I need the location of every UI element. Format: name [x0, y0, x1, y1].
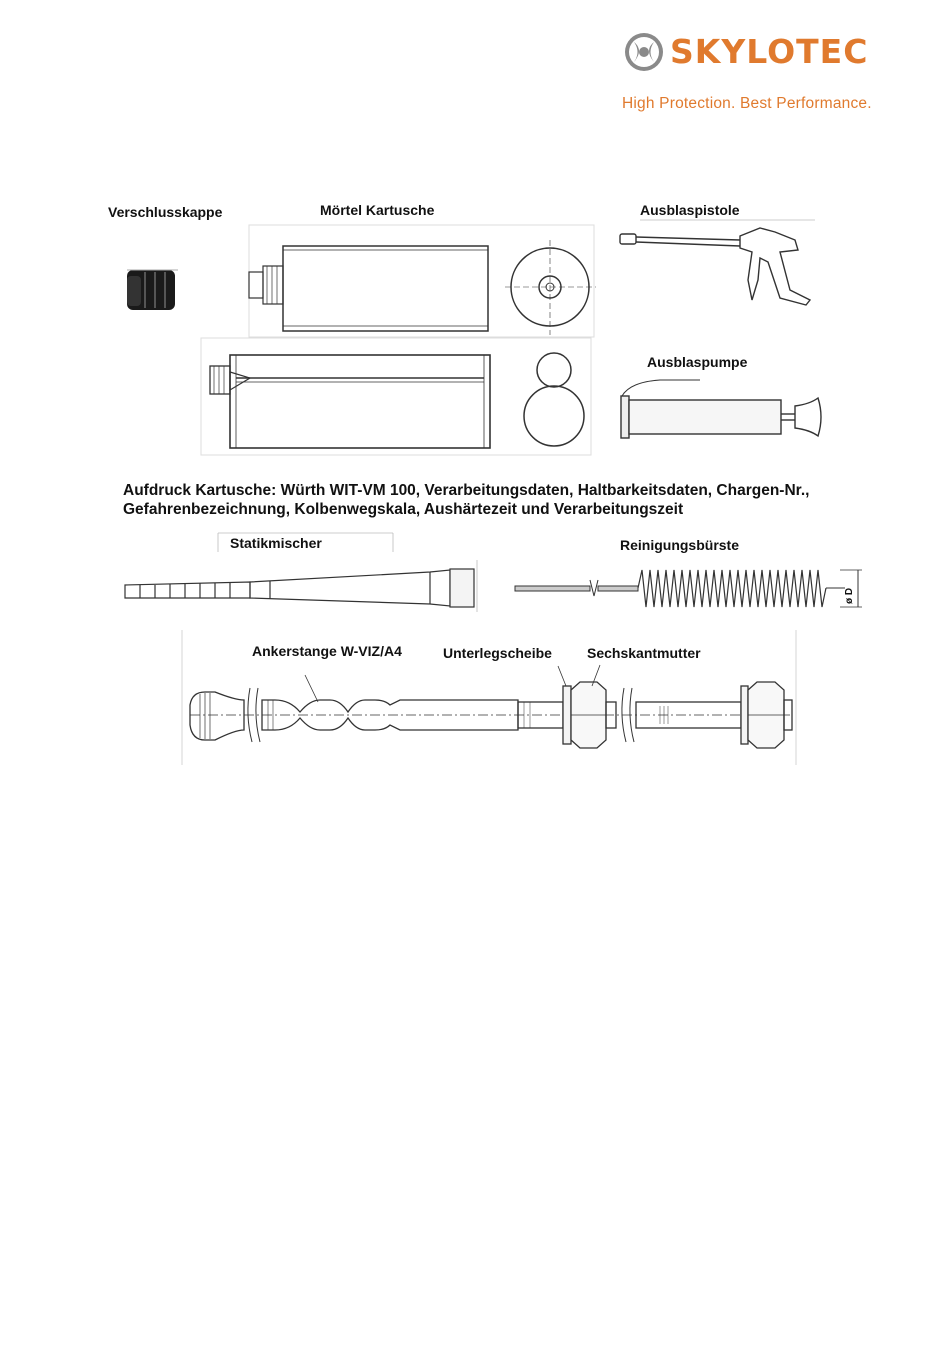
- label-reinigungsbuerste: Reinigungsbürste: [620, 537, 740, 553]
- brand-name: SKYLOTEC: [670, 32, 869, 71]
- reinigungsbuerste-drawing: [515, 570, 862, 607]
- kartusche-end-view: [505, 240, 596, 335]
- skylotec-logo-icon: [622, 30, 666, 74]
- label-statikmischer: Statikmischer: [230, 535, 322, 551]
- label-moertel-kartusche: Mörtel Kartusche: [320, 202, 435, 218]
- label-sechskantmutter: Sechskantmutter: [587, 645, 701, 661]
- ausblaspistole-drawing: [620, 220, 815, 305]
- kartusche-section: [201, 338, 591, 455]
- label-verschlusskappe: Verschlusskappe: [108, 204, 223, 220]
- note-line-1: Aufdruck Kartusche: Würth WIT-VM 100, Verarbeitungsdaten, Haltbarkeitsdaten, Chargen-Nr.,: [123, 482, 810, 499]
- brand-logo: [622, 30, 912, 76]
- cartridge-print-note: [123, 481, 883, 519]
- note-line-2: Gefahrenbezeichnung, Kolbenwegskala, Aushärtezeit und Verarbeitungszeit: [123, 501, 684, 518]
- label-unterlegscheibe: Unterlegscheibe: [443, 645, 552, 661]
- kartusche-double-circle: [524, 353, 584, 446]
- label-ankerstange: Ankerstange W-VIZ/A4: [252, 643, 402, 659]
- label-ausblaspumpe: Ausblaspumpe: [647, 354, 748, 370]
- brand-tagline: High Protection. Best Performance.: [622, 95, 872, 112]
- ausblaspumpe-drawing: [621, 380, 821, 438]
- diameter-mark: ø D: [844, 587, 855, 605]
- label-ausblaspistole: Ausblaspistole: [640, 202, 740, 218]
- verschlusskappe-drawing: [127, 270, 178, 310]
- kartusche-side-top: [249, 225, 594, 337]
